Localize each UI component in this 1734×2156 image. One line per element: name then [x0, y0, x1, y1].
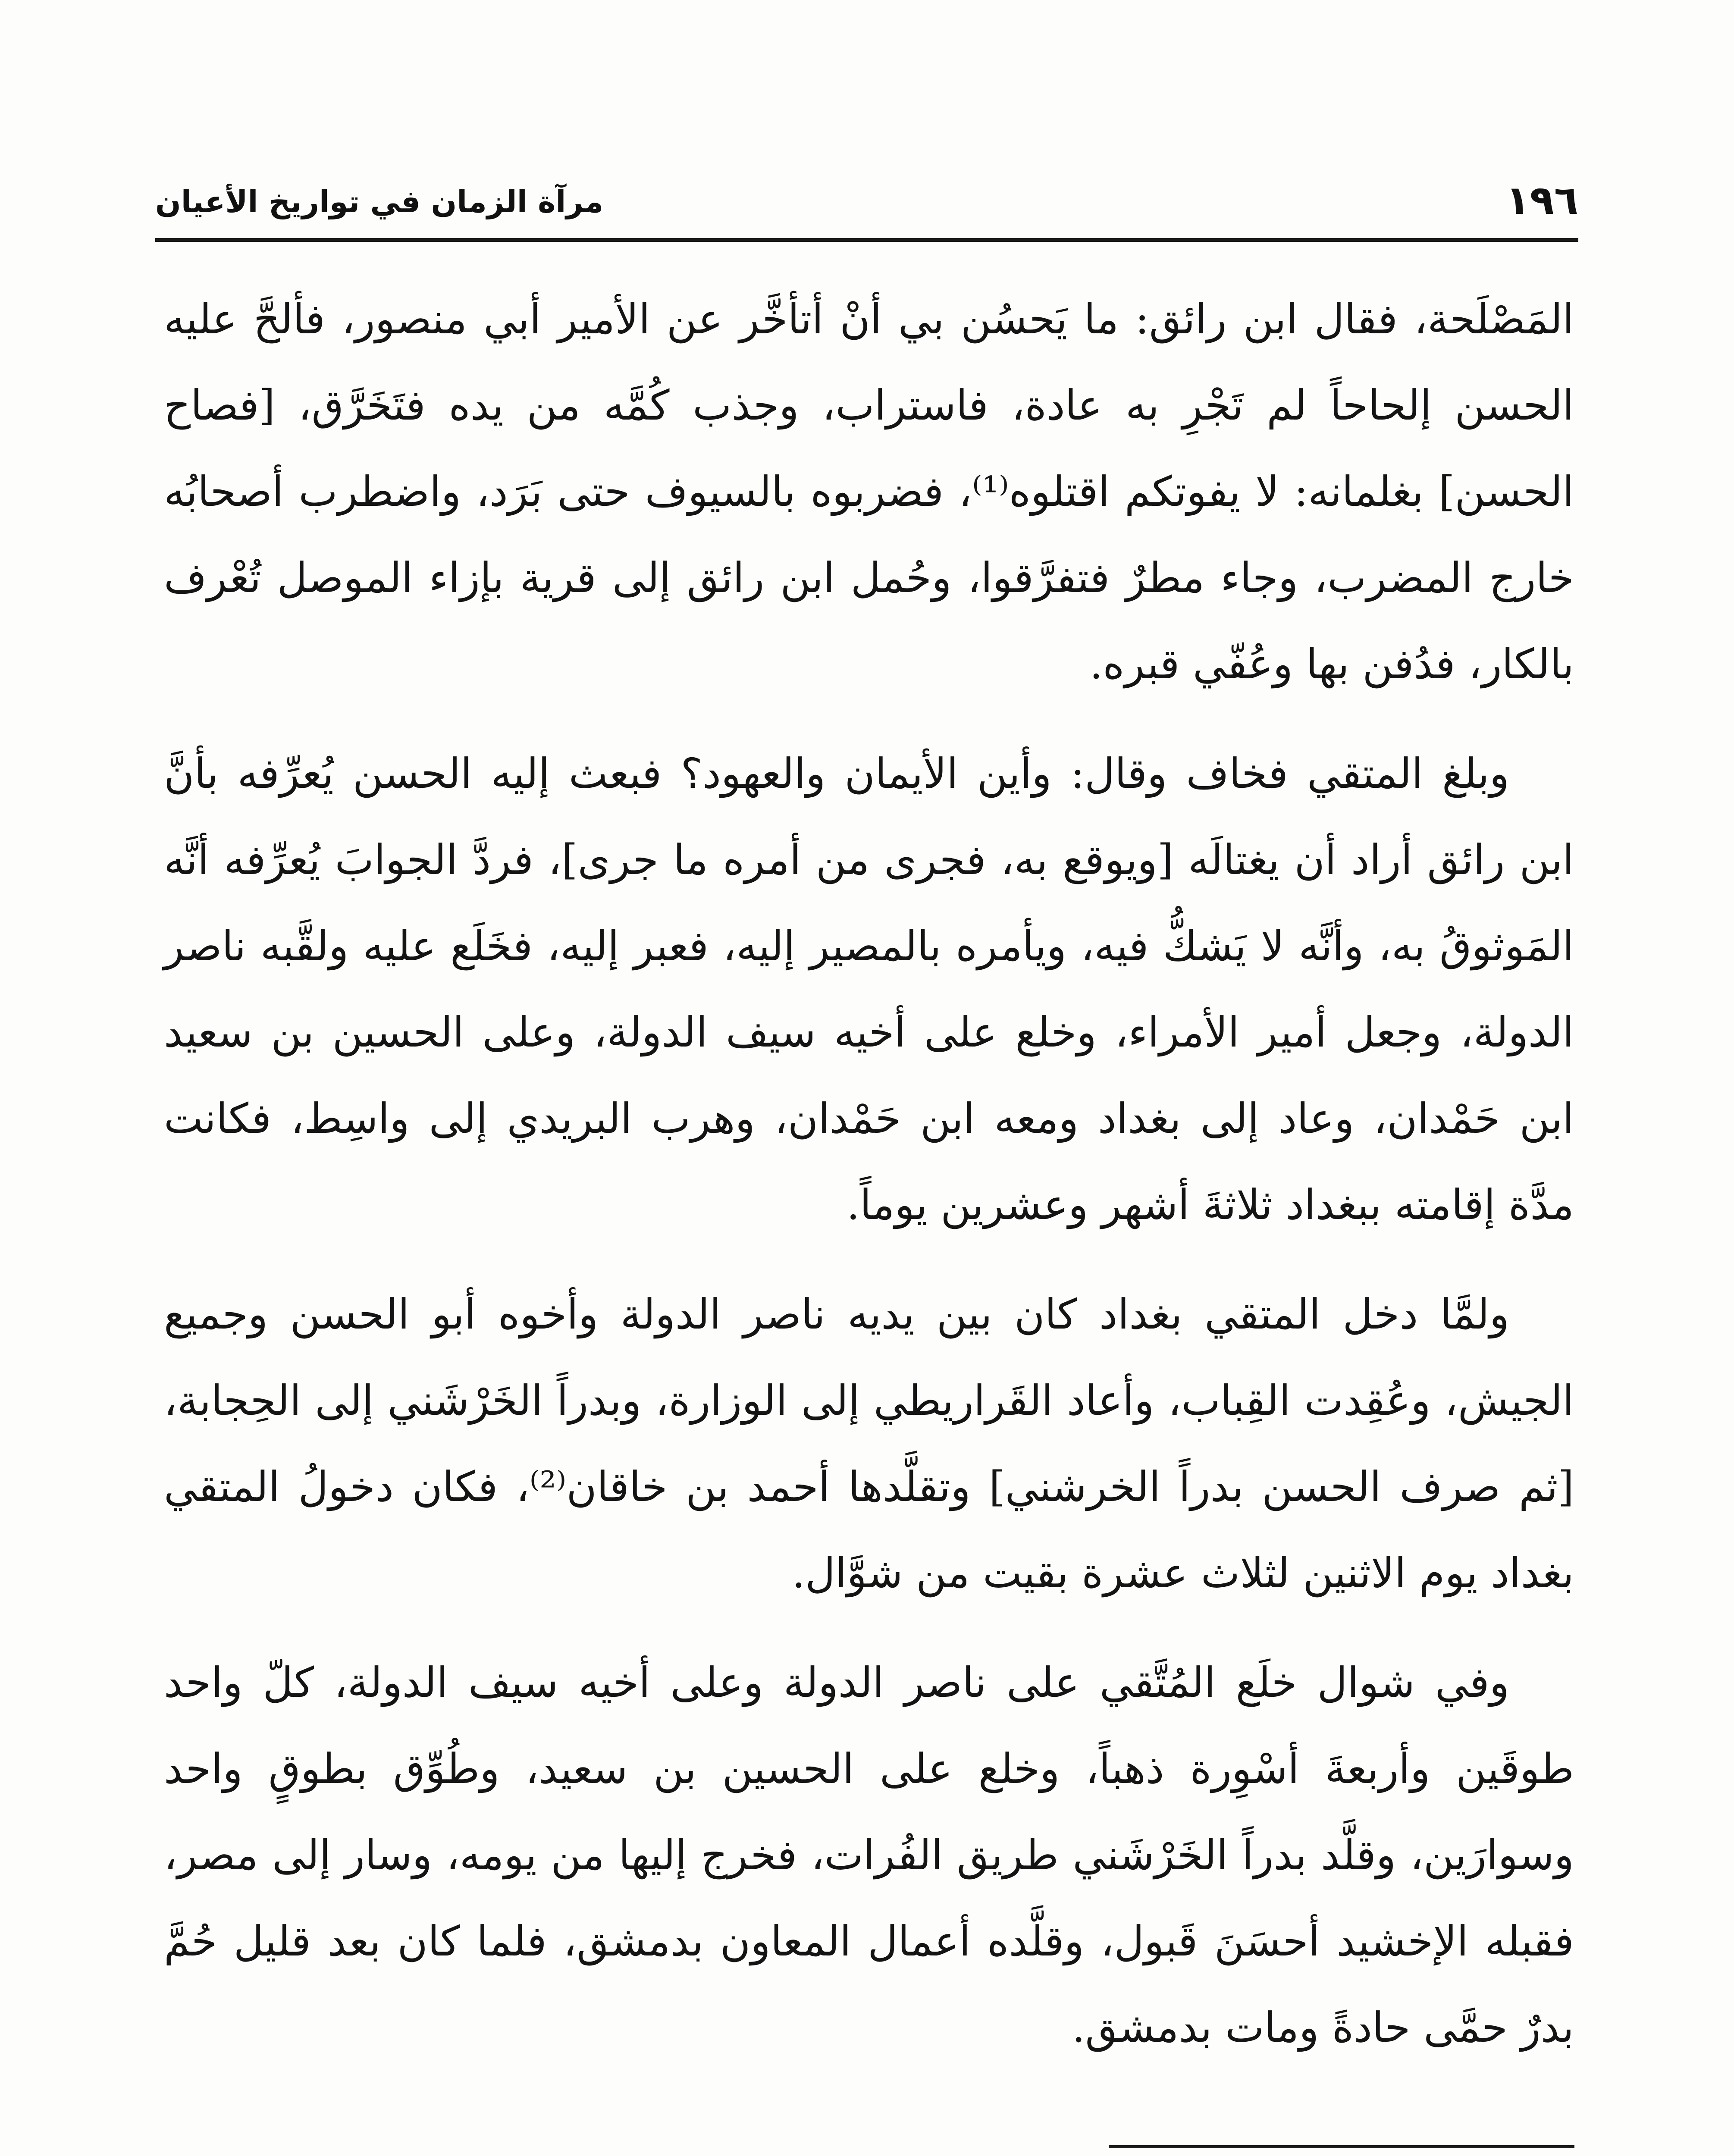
paragraph: وبلغ المتقي فخاف وقال: وأين الأيمان والعهود؟ فبعث إليه الحسن يُعرِّفه بأنَّ ابن رائق أراد أن يغتالَه [ويوقع به، فجرى من أمره ما جرى]، فردَّ الجوابَ يُعرِّفه أنَّه المَوثوقُ به، وأنَّه لا يَشكُّ فيه، ويأمره بالمصير إليه، فعبر إليه، فخَلَع عليه ولقَّبه ناصر الدولة، وجعل أمير الأمراء، وخلع على أخيه سيف الدولة، وعلى الحسين بن سعيد ابن حَمْدان، وعاد إلى بغداد ومعه ابن حَمْدان، وهرب البريدي إلى واسِط، فكانت مدَّة إقامته ببغداد ثلاثةَ أشهر وعشرين يوماً.	[164, 749, 1574, 1229]
page-number: ١٩٦	[1505, 177, 1578, 223]
footnote-rule	[1109, 2145, 1574, 2148]
paragraph: المَصْلَحة، فقال ابن رائق: ما يَحسُن بي أنْ أتأخَّر عن الأمير أبي منصور، فألحَّ عليه الحسن إلحاحاً لم تَجْرِ به عادة، فاستراب، وجذب كُمَّه من يده فتَخَرَّق، [فصاح الحسن] بغلمانه: لا يفوتكم اقتلوه⁽¹⁾، فضربوه بالسيوف حتى بَرَد، واضطرب أصحابُه خارج المضرب، وجاء مطرٌ فتفرَّقوا، وحُمل ابن رائق إلى قرية بإزاء الموصل تُعْرف بالكار، فدُفن بها وعُفّي قبره.	[164, 295, 1574, 688]
running-title: مرآة الزمان في تواريخ الأعيان	[155, 184, 604, 219]
main-text	[164, 276, 1574, 2094]
page-header	[155, 175, 1578, 235]
paragraph: وفي شوال خلَع المُتَّقي على ناصر الدولة وعلى أخيه سيف الدولة، كلّ واحد طوقَين وأربعةَ أسْوِرة ذهباً، وخلع على الحسين بن سعيد، وطُوِّق بطوقٍ واحد وسوارَين، وقلَّد بدراً الخَرْشَني طريق الفُرات، فخرج إليها من يومه، وسار إلى مصر، فقبله الإخشيد أحسَنَ قَبول، وقلَّده أعمال المعاون بدمشق، فلما كان بعد قليل حُمَّ بدرٌ حمَّى حادةً ومات بدمشق.	[164, 1658, 1574, 2052]
paragraph: ولمَّا دخل المتقي بغداد كان بين يديه ناصر الدولة وأخوه أبو الحسن وجميع الجيش، وعُقِدت القِباب، وأعاد القَراريطي إلى الوزارة، وبدراً الخَرْشَني إلى الحِجابة، [ثم صرف الحسن بدراً الخرشني] وتقلَّدها أحمد بن خاقان⁽²⁾، فكان دخولُ المتقي بغداد يوم الاثنين لثلاث عشرة بقيت من شوَّال.	[164, 1290, 1574, 1597]
header-rule	[155, 238, 1578, 242]
